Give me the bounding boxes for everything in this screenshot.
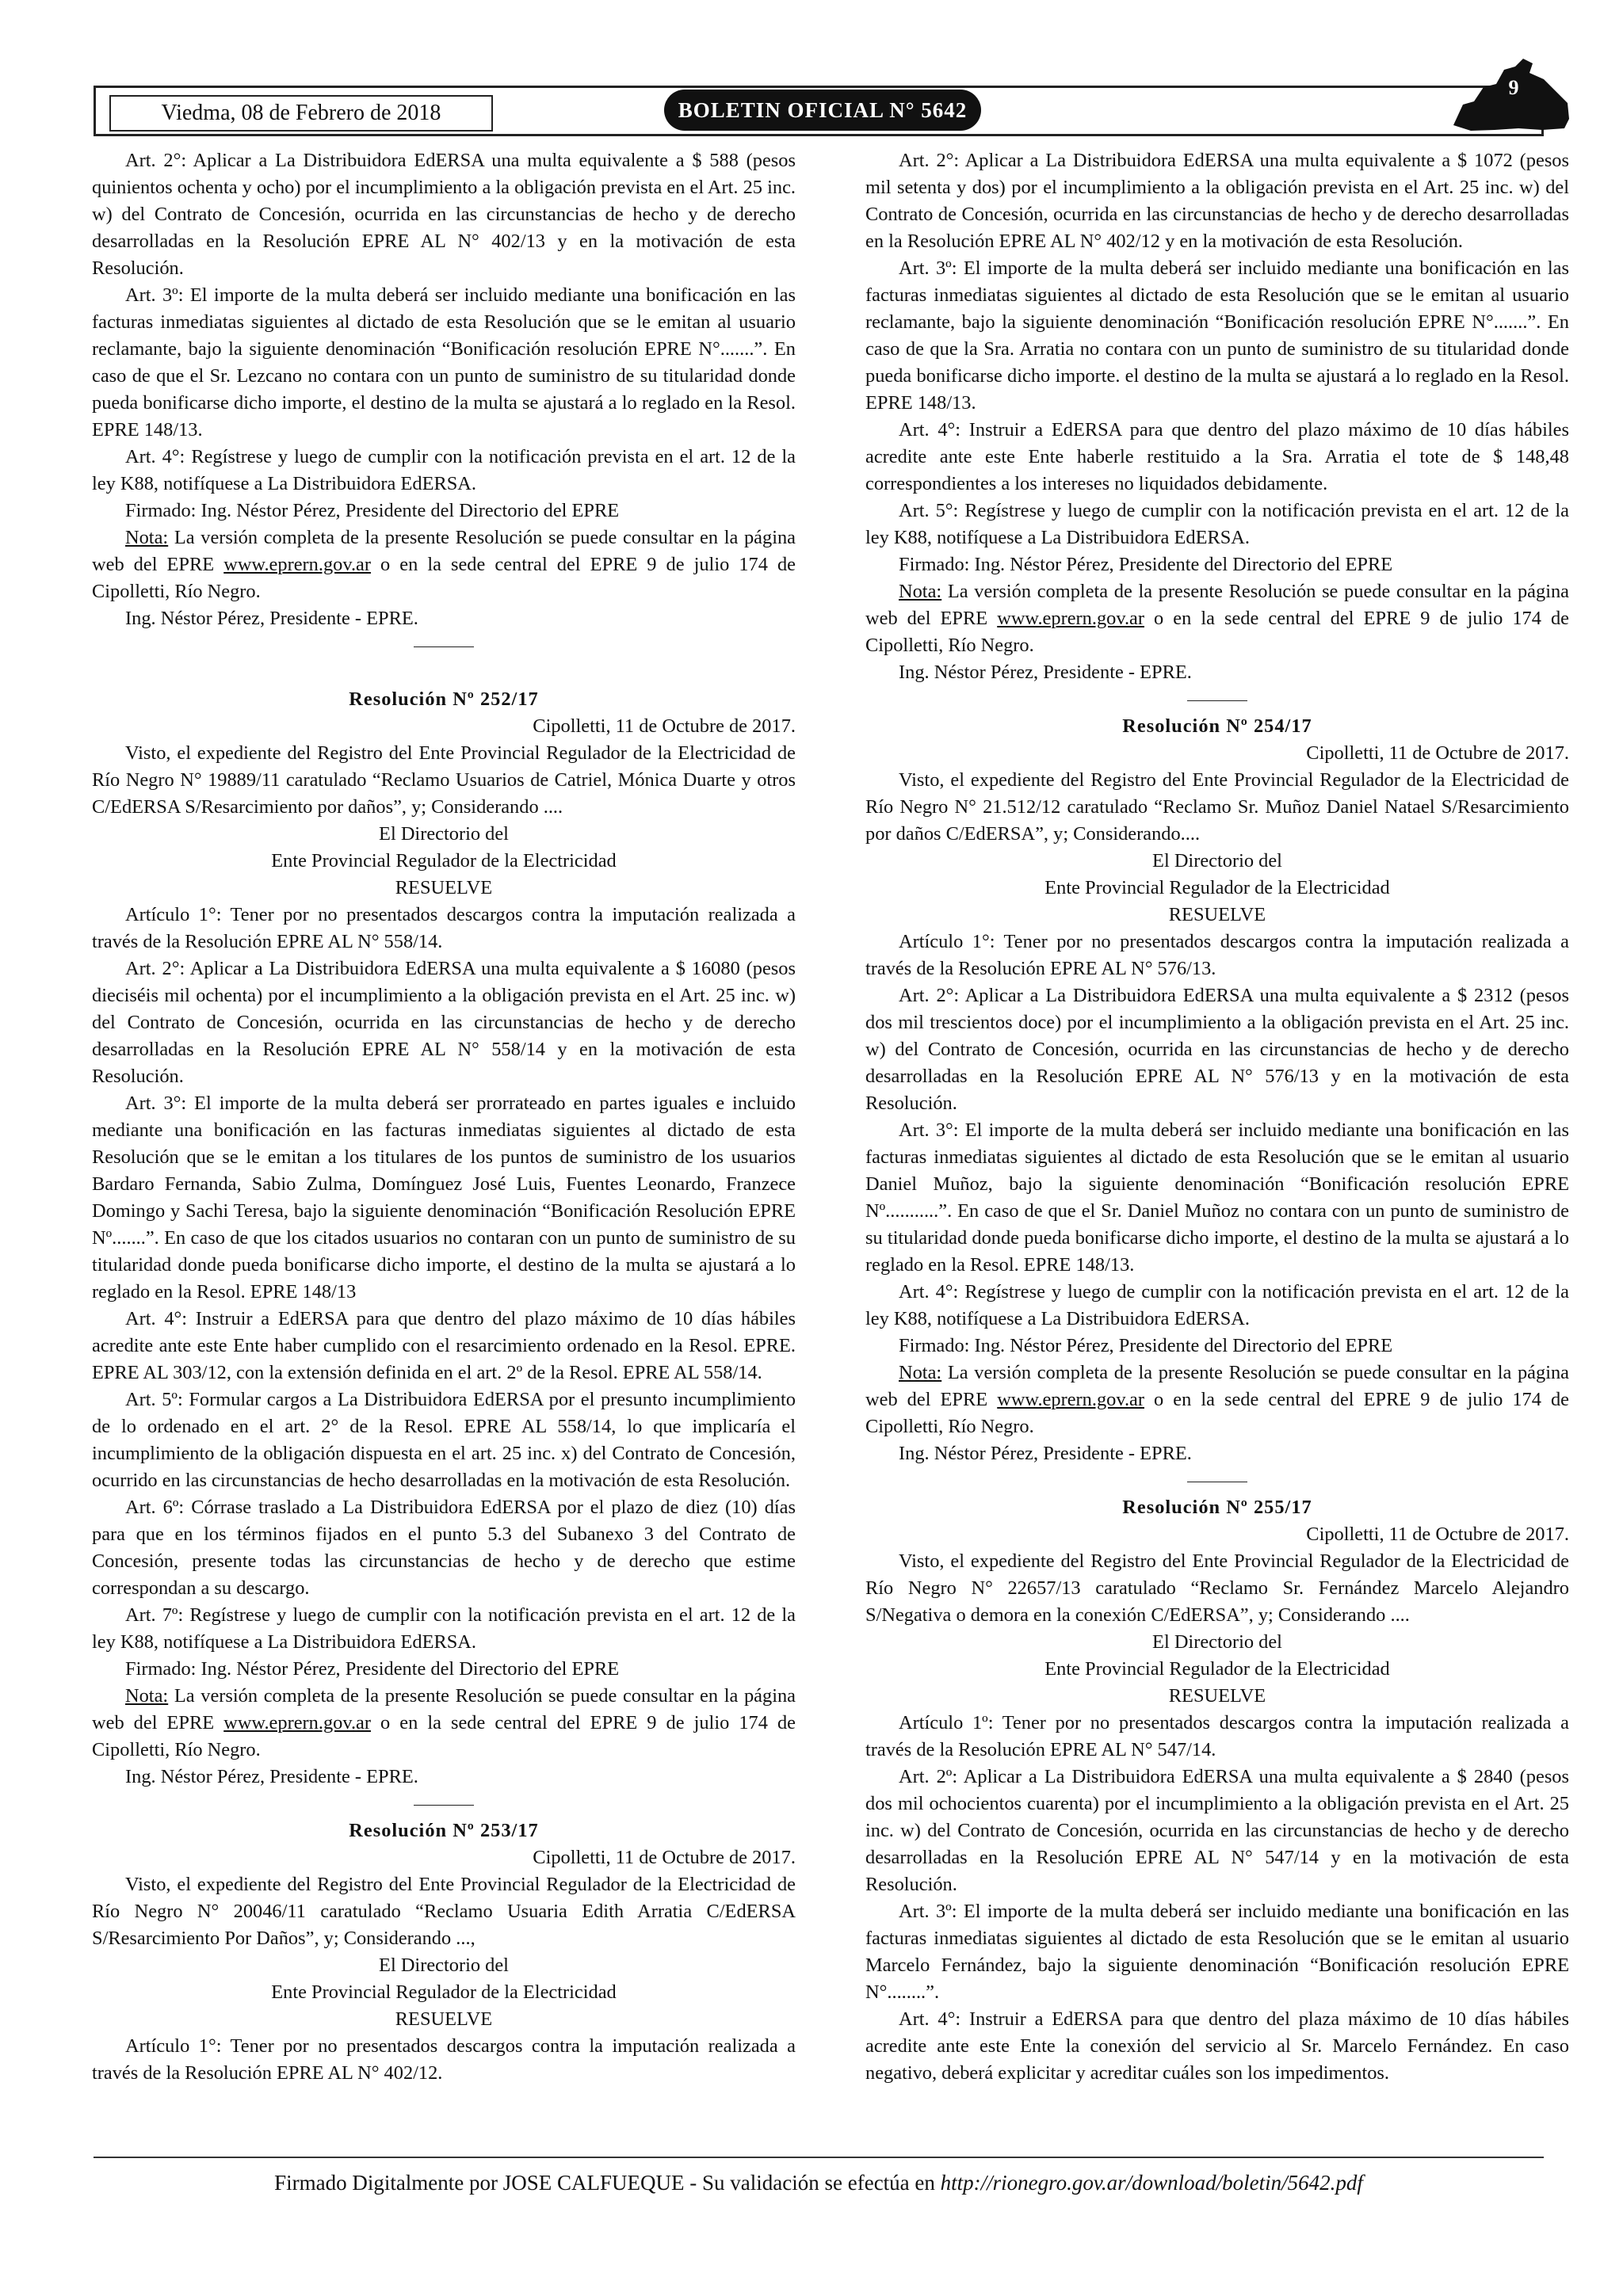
paragraph: Visto, el expediente del Registro del Ente Provincial Regulador de la Electricidad de Río Negro N° 20046/11 caratulado “Reclamo Usuaria Edith Arratia C/EdERSA S/Resarcimiento Por Daños”, y; Considerando ..., [92, 1874, 796, 1949]
paragraph: Art. 2°: Aplicar a La Distribuidora EdERSA una multa equivalente a $ 2312 (pesos dos mil trescientos doce) por el incumplimiento a la obligación prevista en el Art. 25 inc. w) del Contrato de Concesión, ocurrida en las circunstancias de hecho y de derecho desarrolladas en la Resolución EPRE AL N° 576/13 y en la motivación de esta Resolución. [865, 985, 1569, 1114]
resuelve-line: RESUELVE [395, 877, 493, 898]
resuelve-line: RESUELVE [395, 2008, 493, 2030]
directorio-line: El Directorio del [379, 1955, 509, 1976]
paragraph: Art. 2°: Aplicar a La Distribuidora EdERSA una multa equivalente a $ 16080 (pesos dieciséis mil ochenta) por el incumplimiento a la obligación prevista en el Art. 25 inc. w) del Contrato de Concesión, ocurrida en las circunstancias de hecho y de derecho desarrolladas en la Resolución EPRE AL N° 558/14 y en la motivación de esta Resolución. [92, 958, 796, 1087]
paragraph: Art. 5°: Regístrese y luego de cumplir con la notificación prevista en el art. 12 de la ley K88, notifíquese a La Distribuidora EdERSA. [865, 500, 1569, 548]
note-label: Nota: [125, 527, 169, 548]
eprern-link[interactable]: www.eprern.gov.ar [997, 608, 1144, 629]
resolution-date: Cipolletti, 11 de Octubre de 2017. [1306, 742, 1569, 764]
left-column [92, 147, 796, 2144]
paragraph: Art. 3º: El importe de la multa deberá ser incluido mediante una bonificación en las facturas inmediatas siguientes al dictado de esta Resolución que se le emitan al usuario Marcelo Fernández, bajo la siguiente denominación “Bonificación resolución EPRE N°........”. [865, 1901, 1569, 2003]
paragraph: Art. 4°: Instruir a EdERSA para que dentro del plazo máximo de 10 días hábiles acredite ante este Ente haber cumplido con el resarcimiento ordenado en la Resol. EPRE. EPRE AL 303/12, con la extensión definida en el art. 2º de la Resol. EPRE AL 558/14. [92, 1308, 796, 1383]
note-text: La versión completa de la presente Resolución se puede consultar en la página web del EPRE [92, 1685, 796, 1733]
page-number: 9 [1508, 76, 1519, 99]
paragraph: Art. 4°: Instruir a EdERSA para que dentro del plazo máximo de 10 días hábiles acredite ante este Ente haberle restituido a la Sra. Arratia el tote de $ 148,48 correspondientes a los intereses no liquidados debidamente. [865, 419, 1569, 494]
footer [94, 2171, 1544, 2195]
eprern-link[interactable]: www.eprern.gov.ar [223, 1712, 371, 1733]
paragraph: Firmado: Ing. Néstor Pérez, Presidente del Directorio del EPRE [899, 1335, 1393, 1356]
footer-validation-link[interactable]: http://rionegro.gov.ar/download/boletin/5642.pdf [940, 2171, 1363, 2195]
paragraph: Art. 6º: Córrase traslado a La Distribuidora EdERSA por el plazo de diez (10) días para que en los términos fijados en el punto 5.3 del Subanexo 3 del Contrato de Concesión, presente todas las circunstancias de hecho y de derecho que estime correspondan a su descargo. [92, 1497, 796, 1599]
note-text: o en la sede central del EPRE 9 de julio 174 de Cipolletti, Río Negro. [865, 608, 1569, 656]
ente-line: Ente Provincial Regulador de la Electricidad [1044, 877, 1390, 898]
paragraph: Artículo 1°: Tener por no presentados descargos contra la imputación realizada a través de la Resolución EPRE AL N° 558/14. [92, 904, 796, 952]
note-text: o en la sede central del EPRE 9 de julio 174 de Cipolletti, Río Negro. [865, 1389, 1569, 1437]
paragraph: Art. 4°: Instruir a EdERSA para que dentro del plaza máximo de 10 días hábiles acredite ante este Ente la conexión del servicio al Sr. Marcelo Fernández. En caso negativo, deberá explicitar y acreditar cuáles son los impedimentos. [865, 2008, 1569, 2084]
resolution-date: Cipolletti, 11 de Octubre de 2017. [1306, 1524, 1569, 1545]
paragraph: Ing. Néstor Pérez, Presidente - EPRE. [125, 608, 418, 629]
paragraph: Visto, el expediente del Registro del Ente Provincial Regulador de la Electricidad de Río Negro N° 21.512/12 caratulado “Reclamo Sr. Muñoz Daniel Natael S/Resarcimiento por daños C/EdERSA”, y; Considerando.... [865, 769, 1569, 845]
resuelve-line: RESUELVE [1168, 904, 1266, 925]
paragraph: Art. 4°: Regístrese y luego de cumplir con la notificación prevista en el art. 12 de la ley K88, notifíquese a La Distribuidora EdERSA. [92, 446, 796, 494]
separator [92, 1791, 796, 1817]
header-date: Viedma, 08 de Febrero de 2018 [109, 95, 493, 132]
paragraph: Art. 3º: El importe de la multa deberá ser incluido mediante una bonificación en las facturas inmediatas siguientes al dictado de esta Resolución que se le emitan al usuario reclamante, bajo la siguiente denominación “Bonificación resolución EPRE N°.......”. En caso de que la Sra. Arratia no contara con un punto de suministro de su titularidad donde pueda bonificarse dicho importe. el destino de la multa se ajustará a lo reglado en la Resol. EPRE 148/13. [865, 257, 1569, 414]
resolution-heading: Resolución Nº 254/17 [1122, 715, 1312, 737]
directorio-line: El Directorio del [1152, 850, 1282, 871]
resolution-heading: Resolución Nº 255/17 [1122, 1497, 1312, 1518]
separator [92, 632, 796, 659]
footer-rule [94, 2157, 1544, 2158]
paragraph: Art. 3º: El importe de la multa deberá ser incluido mediante una bonificación en las facturas inmediatas siguientes al dictado de esta Resolución que se le emitan al usuario reclamante, bajo la siguiente denominación “Bonificación resolución EPRE N°.......”. En caso de que el Sr. Lezcano no contara con un punto de suministro de su titularidad donde pueda bonificarse dicho importe, el destino de la multa se ajustará a lo reglado en la Resol. EPRE 148/13. [92, 284, 796, 441]
paragraph: Art. 7º: Regístrese y luego de cumplir con la notificación prevista en el art. 12 de la ley K88, notifíquese a La Distribuidora EdERSA. [92, 1604, 796, 1653]
note-label: Nota: [899, 581, 942, 602]
resolution-heading: Resolución Nº 252/17 [349, 688, 539, 710]
directorio-line: El Directorio del [379, 823, 509, 845]
paragraph: Art. 5º: Formular cargos a La Distribuidora EdERSA por el presunto incumplimiento de lo ordenado en el art. 2° de la Resol. EPRE AL 558/14, lo que implicaría el incumplimiento de la obligación dispuesta en el art. 25 inc. x) del Contrato de Concesión, ocurrido en las circunstancias de hecho desarrolladas en la motivación de esta Resolución. [92, 1389, 796, 1491]
paragraph: Visto, el expediente del Registro del Ente Provincial Regulador de la Electricidad de Río Negro N° 19889/11 caratulado “Reclamo Usuarios de Catriel, Mónica Duarte y otros C/EdERSA S/Resarcimiento por daños”, y; Considerando .... [92, 742, 796, 818]
right-column [865, 147, 1569, 2144]
paragraph: Ing. Néstor Pérez, Presidente - EPRE. [125, 1766, 418, 1787]
paragraph: Artículo 1°: Tener por no presentados descargos contra la imputación realizada a través de la Resolución EPRE AL N° 576/13. [865, 931, 1569, 979]
spacer [92, 659, 796, 686]
note-text: o en la sede central del EPRE 9 de julio 174 de Cipolletti, Río Negro. [92, 1712, 796, 1760]
eprern-link[interactable]: www.eprern.gov.ar [223, 554, 371, 575]
paragraph: Art. 3°: El importe de la multa deberá ser prorrateado en partes iguales e incluido mediante una bonificación en las facturas inmediatas siguientes al dictado de esta Resolución que se le emitan a los titulares de los puntos de suministro de los usuarios Bardaro Fernanda, Sabio Zulma, Domínguez José Luis, Fuentes Leonardo, Franzece Domingo y Sachi Teresa, bajo la siguiente denominación “Bonificación Resolución EPRE Nº.......”. En caso de que los citados usuarios no contaran con un punto de suministro de su titularidad donde pueda bonificarse dicho importe, el destino de la multa se ajustará a lo reglado en la Resol. EPRE 148/13 [92, 1093, 796, 1302]
note-text: o en la sede central del EPRE 9 de julio 174 de Cipolletti, Río Negro. [92, 554, 796, 602]
separator [865, 686, 1569, 713]
paragraph: Art. 2°: Aplicar a La Distribuidora EdERSA una multa equivalente a $ 1072 (pesos mil setenta y dos) por el incumplimiento a la obligación prevista en el Art. 25 inc. w) del Contrato de Concesión, ocurrida en las circunstancias de hecho y de derecho desarrolladas en la Resolución EPRE AL N° 402/12 y en la motivación de esta Resolución. [865, 150, 1569, 252]
bulletin-title: BOLETIN OFICIAL N° 5642 [664, 90, 981, 131]
paragraph: Artículo 1°: Tener por no presentados descargos contra la imputación realizada a través de la Resolución EPRE AL N° 402/12. [92, 2035, 796, 2084]
note-text: La versión completa de la presente Resolución se puede consultar en la página web del EPRE [865, 1362, 1569, 1410]
note-label: Nota: [899, 1362, 942, 1383]
footer-text: Firmado Digitalmente por JOSE CALFUEQUE - Su validación se efectúa en [274, 2171, 941, 2195]
paragraph: Ing. Néstor Pérez, Presidente - EPRE. [899, 662, 1192, 683]
note-paragraph [865, 578, 1569, 659]
resuelve-line: RESUELVE [1168, 1685, 1266, 1707]
separator [865, 1467, 1569, 1494]
directorio-line: El Directorio del [1152, 1631, 1282, 1653]
paragraph: Visto, el expediente del Registro del Ente Provincial Regulador de la Electricidad de Río Negro N° 22657/13 caratulado “Reclamo Sr. Fernández Marcelo Alejandro S/Negativa o demora en la conexión C/EdERSA”, y; Considerando .... [865, 1550, 1569, 1626]
resolution-date: Cipolletti, 11 de Octubre de 2017. [533, 1847, 796, 1868]
paragraph: Art. 3°: El importe de la multa deberá ser incluido mediante una bonificación en las facturas inmediatas siguientes al dictado de esta Resolución que se le emitan al usuario Daniel Muñoz, bajo la siguiente denominación “Bonificación resolución EPRE Nº...........”. En caso de que el Sr. Daniel Muñoz no contara con un punto de suministro de su titularidad donde pueda bonificarse dicho importe, el destino de la multa se ajustará a lo reglado en la Resol. EPRE 148/13. [865, 1119, 1569, 1276]
paragraph: Artículo 1º: Tener por no presentados descargos contra la imputación realizada a través de la Resolución EPRE AL N° 547/14. [865, 1712, 1569, 1760]
paragraph: Ing. Néstor Pérez, Presidente - EPRE. [899, 1443, 1192, 1464]
paragraph: Art. 4°: Regístrese y luego de cumplir con la notificación prevista en el art. 12 de la ley K88, notifíquese a La Distribuidora EdERSA. [865, 1281, 1569, 1329]
note-text: La versión completa de la presente Resolución se puede consultar en la página web del EPRE [92, 527, 796, 575]
paragraph: Art. 2º: Aplicar a La Distribuidora EdERSA una multa equivalente a $ 2840 (pesos dos mil ochocientos cuarenta) por el incumplimiento a la obligación prevista en el Art. 25 inc. w) del Contrato de Concesión, ocurrida en las circunstancias de hecho y de derecho desarrolladas en la Resolución EPRE AL N° 547/14 y en la motivación de esta Resolución. [865, 1766, 1569, 1895]
note-paragraph [92, 524, 796, 605]
eprern-link[interactable]: www.eprern.gov.ar [997, 1389, 1144, 1410]
ente-line: Ente Provincial Regulador de la Electricidad [271, 1981, 617, 2003]
ente-line: Ente Provincial Regulador de la Electricidad [1044, 1658, 1390, 1680]
ente-line: Ente Provincial Regulador de la Electricidad [271, 850, 617, 871]
paragraph: Firmado: Ing. Néstor Pérez, Presidente del Directorio del EPRE [125, 500, 620, 521]
note-paragraph [92, 1683, 796, 1764]
note-text: La versión completa de la presente Resolución se puede consultar en la página web del EPRE [865, 581, 1569, 629]
note-label: Nota: [125, 1685, 169, 1707]
note-paragraph [865, 1360, 1569, 1440]
resolution-heading: Resolución Nº 253/17 [349, 1820, 539, 1841]
paragraph: Art. 2°: Aplicar a La Distribuidora EdERSA una multa equivalente a $ 588 (pesos quinientos ochenta y ocho) por el incumplimiento a la obligación prevista en el Art. 25 inc. w) del Contrato de Concesión, ocurrida en las circunstancias de hecho y de derecho desarrolladas en la Resolución EPRE AL N° 402/13 y en la motivación de esta Resolución. [92, 150, 796, 279]
paragraph: Firmado: Ing. Néstor Pérez, Presidente del Directorio del EPRE [899, 554, 1393, 575]
paragraph: Firmado: Ing. Néstor Pérez, Presidente del Directorio del EPRE [125, 1658, 620, 1680]
resolution-date: Cipolletti, 11 de Octubre de 2017. [533, 715, 796, 737]
